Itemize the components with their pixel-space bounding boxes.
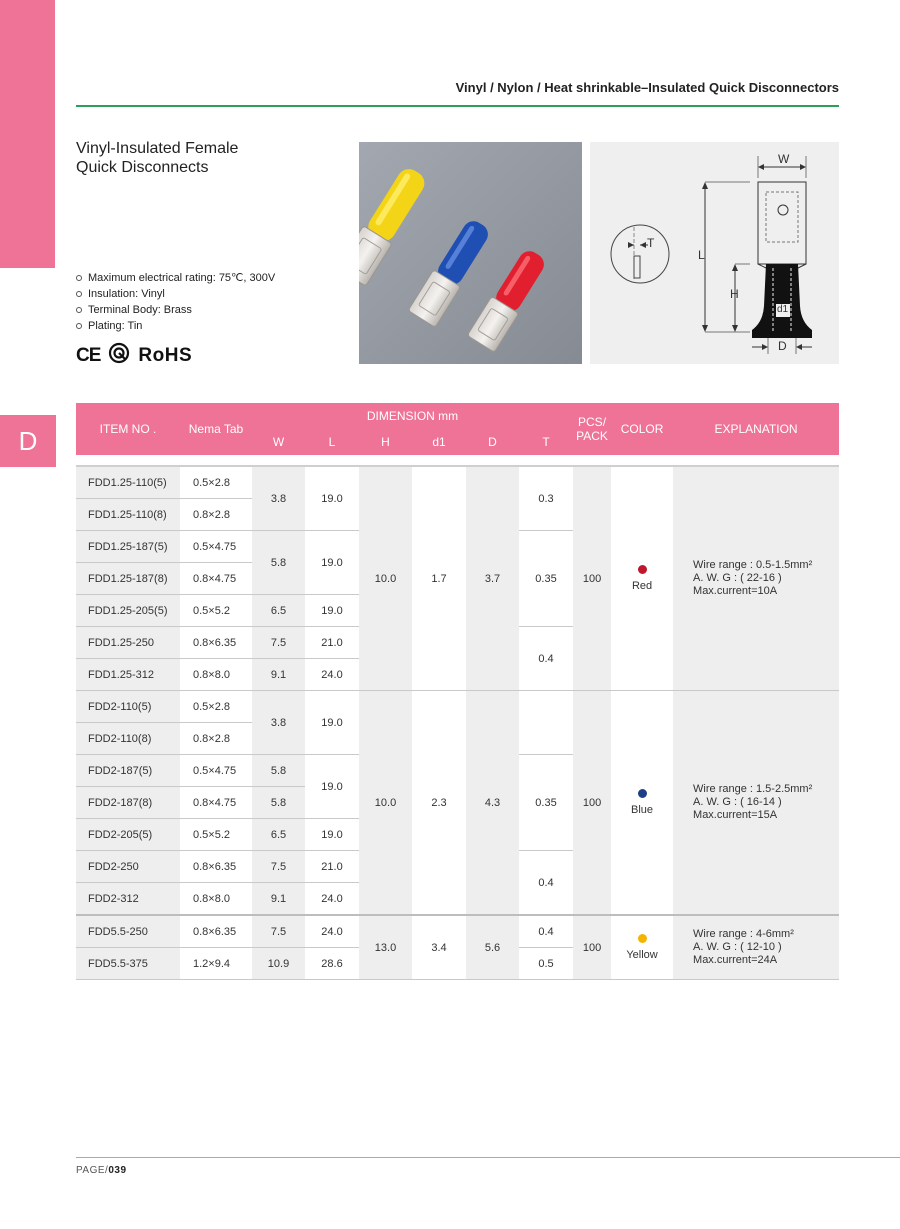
label-w: W xyxy=(778,152,790,166)
pcs-pack: 100 xyxy=(573,691,611,916)
dim-l: 21.0 xyxy=(305,851,359,883)
dim-w: 9.1 xyxy=(252,883,305,916)
footer-divider xyxy=(76,1157,900,1158)
yellow-dot-icon xyxy=(638,934,647,943)
color-cell xyxy=(611,915,673,980)
spec-list xyxy=(76,270,275,334)
nema-tab: 0.8×6.35 xyxy=(180,627,252,659)
bullet-icon xyxy=(76,291,82,297)
dim-t-empty xyxy=(519,691,573,755)
dim-w: 6.5 xyxy=(252,595,305,627)
dim-w: 3.8 xyxy=(252,691,305,755)
color-cell xyxy=(611,691,673,916)
spec-item xyxy=(76,286,275,302)
item-no: FDD1.25-110(5) xyxy=(76,466,180,499)
label-l: L xyxy=(698,248,705,262)
spec-text: Terminal Body: Brass xyxy=(88,304,192,316)
item-no: FDD1.25-187(5) xyxy=(76,531,180,563)
nema-tab: 0.8×4.75 xyxy=(180,563,252,595)
side-color-bar xyxy=(0,0,55,268)
spec-item xyxy=(76,318,275,334)
item-no: FDD1.25-110(8) xyxy=(76,499,180,531)
dim-t: 0.4 xyxy=(519,851,573,916)
header-divider xyxy=(76,105,839,107)
dim-w: 9.1 xyxy=(252,659,305,691)
header-h: H xyxy=(359,428,412,455)
bullet-icon xyxy=(76,323,82,329)
color-cell xyxy=(611,466,673,691)
table-row xyxy=(76,466,839,499)
dim-t: 0.35 xyxy=(519,531,573,627)
item-no: FDD1.25-250 xyxy=(76,627,180,659)
label-h: H xyxy=(730,287,739,301)
dim-w: 10.9 xyxy=(252,948,305,980)
color-name: Yellow xyxy=(626,949,658,961)
dim-t: 0.5 xyxy=(519,948,573,980)
nema-tab: 0.8×8.0 xyxy=(180,659,252,691)
dim-l: 24.0 xyxy=(305,659,359,691)
nema-tab: 0.5×4.75 xyxy=(180,755,252,787)
wire-range: Wire range : 4-6mm² xyxy=(693,928,794,940)
spec-text: Plating: Tin xyxy=(88,320,143,332)
page-footer xyxy=(76,1165,127,1176)
certification-marks xyxy=(76,342,192,369)
nema-tab: 0.8×8.0 xyxy=(180,883,252,916)
dim-h: 13.0 xyxy=(359,915,412,980)
item-no: FDD2-110(5) xyxy=(76,691,180,723)
dim-w: 5.8 xyxy=(252,787,305,819)
item-no: FDD2-110(8) xyxy=(76,723,180,755)
header-t: T xyxy=(519,428,573,455)
item-no: FDD2-205(5) xyxy=(76,819,180,851)
bullet-icon xyxy=(76,275,82,281)
item-no: FDD5.5-250 xyxy=(76,915,180,948)
table-row xyxy=(76,915,839,948)
dim-d: 5.6 xyxy=(466,915,519,980)
table-row xyxy=(76,691,839,723)
header-item-no: ITEM NO . xyxy=(76,403,180,455)
nema-tab: 0.5×5.2 xyxy=(180,595,252,627)
spec-text: Maximum electrical rating: 75℃, 300V xyxy=(88,272,276,284)
item-no: FDD2-187(8) xyxy=(76,787,180,819)
header-l: L xyxy=(305,428,359,455)
header-dimension: DIMENSION mm xyxy=(252,403,573,428)
dim-l: 28.6 xyxy=(305,948,359,980)
dim-w: 7.5 xyxy=(252,915,305,948)
nema-tab: 0.8×2.8 xyxy=(180,723,252,755)
dim-t: 0.35 xyxy=(519,755,573,851)
nema-tab: 1.2×9.4 xyxy=(180,948,252,980)
nema-tab: 0.5×2.8 xyxy=(180,691,252,723)
item-no: FDD1.25-312 xyxy=(76,659,180,691)
nema-tab: 0.8×2.8 xyxy=(180,499,252,531)
dim-l: 19.0 xyxy=(305,531,359,595)
item-no: FDD2-250 xyxy=(76,851,180,883)
dim-t: 0.3 xyxy=(519,466,573,531)
nema-tab: 0.8×4.75 xyxy=(180,787,252,819)
item-no: FDD1.25-187(8) xyxy=(76,563,180,595)
header-explanation: EXPLANATION xyxy=(673,403,839,455)
max-current: Max.current=15A xyxy=(693,809,778,821)
red-dot-icon xyxy=(638,565,647,574)
dim-l: 24.0 xyxy=(305,915,359,948)
dim-d: 4.3 xyxy=(466,691,519,916)
spec-text: Insulation: Vinyl xyxy=(88,288,165,300)
item-no: FDD2-187(5) xyxy=(76,755,180,787)
spec-item xyxy=(76,270,275,286)
product-title-line1: Vinyl-Insulated Female xyxy=(76,140,239,157)
dim-t: 0.4 xyxy=(519,627,573,691)
pcs-pack: 100 xyxy=(573,466,611,691)
dim-w: 5.8 xyxy=(252,755,305,787)
item-no: FDD5.5-375 xyxy=(76,948,180,980)
dim-h: 10.0 xyxy=(359,466,412,691)
header-title: Vinyl / Nylon / Heat shrinkable–Insulated Quick Disconnectors xyxy=(455,80,839,95)
spec-item xyxy=(76,302,275,318)
page-label: PAGE/ xyxy=(76,1165,109,1176)
awg: A. W. G : ( 22-16 ) xyxy=(693,572,782,584)
dim-l: 19.0 xyxy=(305,755,359,819)
nema-tab: 0.5×2.8 xyxy=(180,466,252,499)
header-d: D xyxy=(466,428,519,455)
dim-w: 7.5 xyxy=(252,851,305,883)
dim-l: 19.0 xyxy=(305,466,359,531)
nema-tab: 0.5×4.75 xyxy=(180,531,252,563)
item-no: FDD2-312 xyxy=(76,883,180,916)
dim-d1: 1.7 xyxy=(412,466,466,691)
nema-tab: 0.8×6.35 xyxy=(180,915,252,948)
header-spacer xyxy=(76,455,839,466)
header-pack: PACK xyxy=(576,429,608,443)
product-title-line2: Quick Disconnects xyxy=(76,159,209,176)
rohs-mark: RoHS xyxy=(138,344,193,366)
color-name: Red xyxy=(631,580,653,592)
nema-tab: 0.8×6.35 xyxy=(180,851,252,883)
bullet-icon xyxy=(76,307,82,313)
section-tab: D xyxy=(0,415,56,467)
dim-w: 5.8 xyxy=(252,531,305,595)
wire-range: Wire range : 1.5-2.5mm² xyxy=(693,783,813,795)
dim-t: 0.4 xyxy=(519,915,573,948)
dim-l: 19.0 xyxy=(305,819,359,851)
explanation-cell xyxy=(673,691,839,916)
product-title xyxy=(76,139,238,177)
dim-l: 21.0 xyxy=(305,627,359,659)
dim-w: 7.5 xyxy=(252,627,305,659)
spacer-cell xyxy=(76,455,839,466)
pcs-pack: 100 xyxy=(573,915,611,980)
wire-range: Wire range : 0.5-1.5mm² xyxy=(693,559,813,571)
header-nema-tab: Nema Tab xyxy=(180,403,252,455)
max-current: Max.current=24A xyxy=(693,954,778,966)
awg: A. W. G : ( 16-14 ) xyxy=(693,796,782,808)
explanation-cell xyxy=(673,466,839,691)
product-photo xyxy=(359,142,582,364)
dim-w: 3.8 xyxy=(252,466,305,531)
dim-l: 19.0 xyxy=(305,691,359,755)
header-d1: d1 xyxy=(412,428,466,455)
dim-l: 19.0 xyxy=(305,595,359,627)
header-w: W xyxy=(252,428,305,455)
header-pcs-pack xyxy=(573,403,611,455)
technical-drawing xyxy=(590,142,839,364)
color-name: Blue xyxy=(631,804,654,816)
max-current: Max.current=10A xyxy=(693,585,778,597)
certification-seal-icon xyxy=(108,342,130,369)
dim-h: 10.0 xyxy=(359,691,412,916)
spec-table xyxy=(76,403,839,980)
page-number: 039 xyxy=(108,1165,127,1176)
dim-w: 6.5 xyxy=(252,819,305,851)
header-pcs: PCS/ xyxy=(578,415,607,429)
label-t: T xyxy=(647,236,655,250)
dim-d: 3.7 xyxy=(466,466,519,691)
awg: A. W. G : ( 12-10 ) xyxy=(693,941,782,953)
explanation-cell xyxy=(673,915,839,980)
dim-d1: 2.3 xyxy=(412,691,466,916)
item-no: FDD1.25-205(5) xyxy=(76,595,180,627)
dim-l: 24.0 xyxy=(305,883,359,916)
ce-mark: CE xyxy=(76,344,101,366)
label-d1: d1 xyxy=(777,304,789,315)
nema-tab: 0.5×5.2 xyxy=(180,819,252,851)
label-d: D xyxy=(778,339,787,353)
blue-dot-icon xyxy=(638,789,647,798)
dim-d1: 3.4 xyxy=(412,915,466,980)
header-color: COLOR xyxy=(611,403,673,455)
